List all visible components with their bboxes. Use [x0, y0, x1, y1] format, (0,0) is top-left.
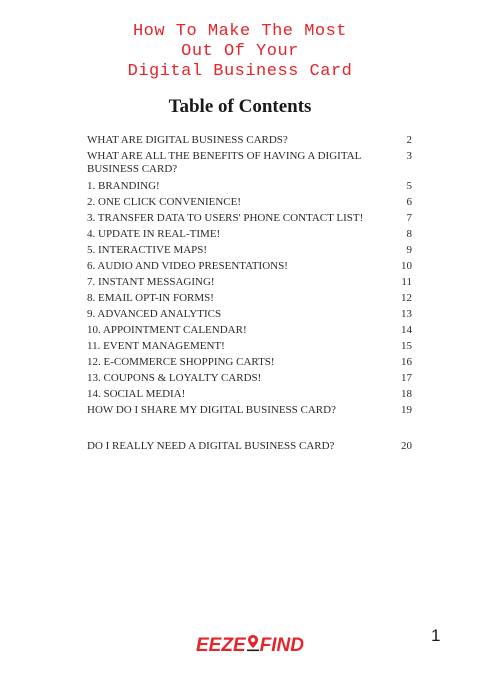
toc-entry[interactable] — [87, 356, 412, 369]
title-line-3: Digital Business Card — [127, 62, 353, 81]
map-pin-icon — [247, 634, 259, 658]
toc-entry-title: 7. INSTANT MESSAGING! — [87, 276, 215, 288]
toc-entry-title: 11. EVENT MANAGEMENT! — [87, 340, 225, 352]
toc-entry[interactable] — [87, 340, 412, 353]
toc-entry[interactable] — [87, 260, 412, 273]
toc-entry-page: 3 — [406, 150, 412, 162]
toc-entry-page: 20 — [401, 440, 412, 452]
toc-entry-title: 1. BRANDING! — [87, 180, 160, 192]
toc-entry-page: 2 — [406, 134, 412, 146]
toc-entry[interactable] — [87, 134, 412, 147]
toc-entry-page: 9 — [406, 244, 412, 256]
toc-entry-title: 4. UPDATE IN REAL-TIME! — [87, 228, 221, 240]
toc-entry-title: 3. TRANSFER DATA TO USERS' PHONE CONTACT LIST! — [87, 212, 364, 224]
toc-entry-page: 16 — [401, 356, 412, 368]
toc-entry-page: 18 — [401, 388, 412, 400]
toc-entry-title: 12. E-COMMERCE SHOPPING CARTS! — [87, 356, 275, 368]
toc-entry[interactable] — [87, 244, 412, 257]
logo-text-left: EEZE — [196, 635, 246, 656]
toc-entry[interactable] — [87, 440, 412, 453]
toc-entry-page: 5 — [406, 180, 412, 192]
toc-entry-page: 13 — [401, 308, 412, 320]
toc-entry-title: 10. APPOINTMENT CALENDAR! — [87, 324, 247, 336]
toc-heading: Table of Contents — [168, 96, 312, 117]
toc-entry[interactable] — [87, 404, 412, 417]
toc-entry[interactable] — [87, 292, 412, 305]
document-title — [0, 22, 480, 82]
toc-entry[interactable] — [87, 372, 412, 385]
logo-text-right: FIND — [259, 635, 304, 656]
toc-entry-title: 9. ADVANCED ANALYTICS — [87, 308, 222, 320]
toc-entry-page: 6 — [406, 196, 412, 208]
toc-entry-title: 6. AUDIO AND VIDEO PRESENTATIONS! — [87, 260, 288, 272]
eezefind-logo — [196, 634, 304, 658]
toc-entry[interactable] — [87, 276, 412, 289]
toc-entry-page: 8 — [406, 228, 412, 240]
toc-entry[interactable] — [87, 388, 412, 401]
toc-entry-title: 5. INTERACTIVE MAPS! — [87, 244, 208, 256]
toc-entry-title: HOW DO I SHARE MY DIGITAL BUSINESS CARD? — [87, 404, 336, 416]
toc-entry-page: 19 — [401, 404, 412, 416]
toc-entry-title: WHAT ARE DIGITAL BUSINESS CARDS? — [87, 134, 288, 146]
toc-entry-page: 12 — [401, 292, 412, 304]
toc-entry-page: 10 — [401, 260, 412, 272]
toc-entry-title: DO I REALLY NEED A DIGITAL BUSINESS CARD? — [87, 440, 335, 452]
toc-entry-page: 17 — [401, 372, 412, 384]
toc-entry[interactable] — [87, 150, 412, 176]
toc-entry-title: WHAT ARE ALL THE BENEFITS OF HAVING A DIGITAL BUSINESS CARD? — [87, 150, 361, 175]
toc-entry-page: 15 — [401, 340, 412, 352]
toc-entry-title: 2. ONE CLICK CONVENIENCE! — [87, 196, 241, 208]
toc-entry[interactable] — [87, 196, 412, 209]
title-line-1: How To Make The Most — [132, 22, 348, 41]
toc-entry[interactable] — [87, 212, 412, 225]
toc-entry[interactable] — [87, 324, 412, 337]
toc-entry[interactable] — [87, 228, 412, 241]
table-of-contents — [87, 134, 412, 453]
title-line-2: Out Of Your — [181, 42, 299, 61]
page-number: 1 — [431, 626, 441, 645]
toc-entry-page: 11 — [401, 276, 412, 288]
toc-entry-title: 8. EMAIL OPT-IN FORMS! — [87, 292, 214, 304]
toc-entry-title: 14. SOCIAL MEDIA! — [87, 388, 186, 400]
toc-entry[interactable] — [87, 180, 412, 193]
toc-entry-page: 7 — [406, 212, 412, 224]
toc-entry-page: 14 — [401, 324, 412, 336]
toc-entry-title: 13. COUPONS & LOYALTY CARDS! — [87, 372, 262, 384]
toc-entry[interactable] — [87, 308, 412, 321]
